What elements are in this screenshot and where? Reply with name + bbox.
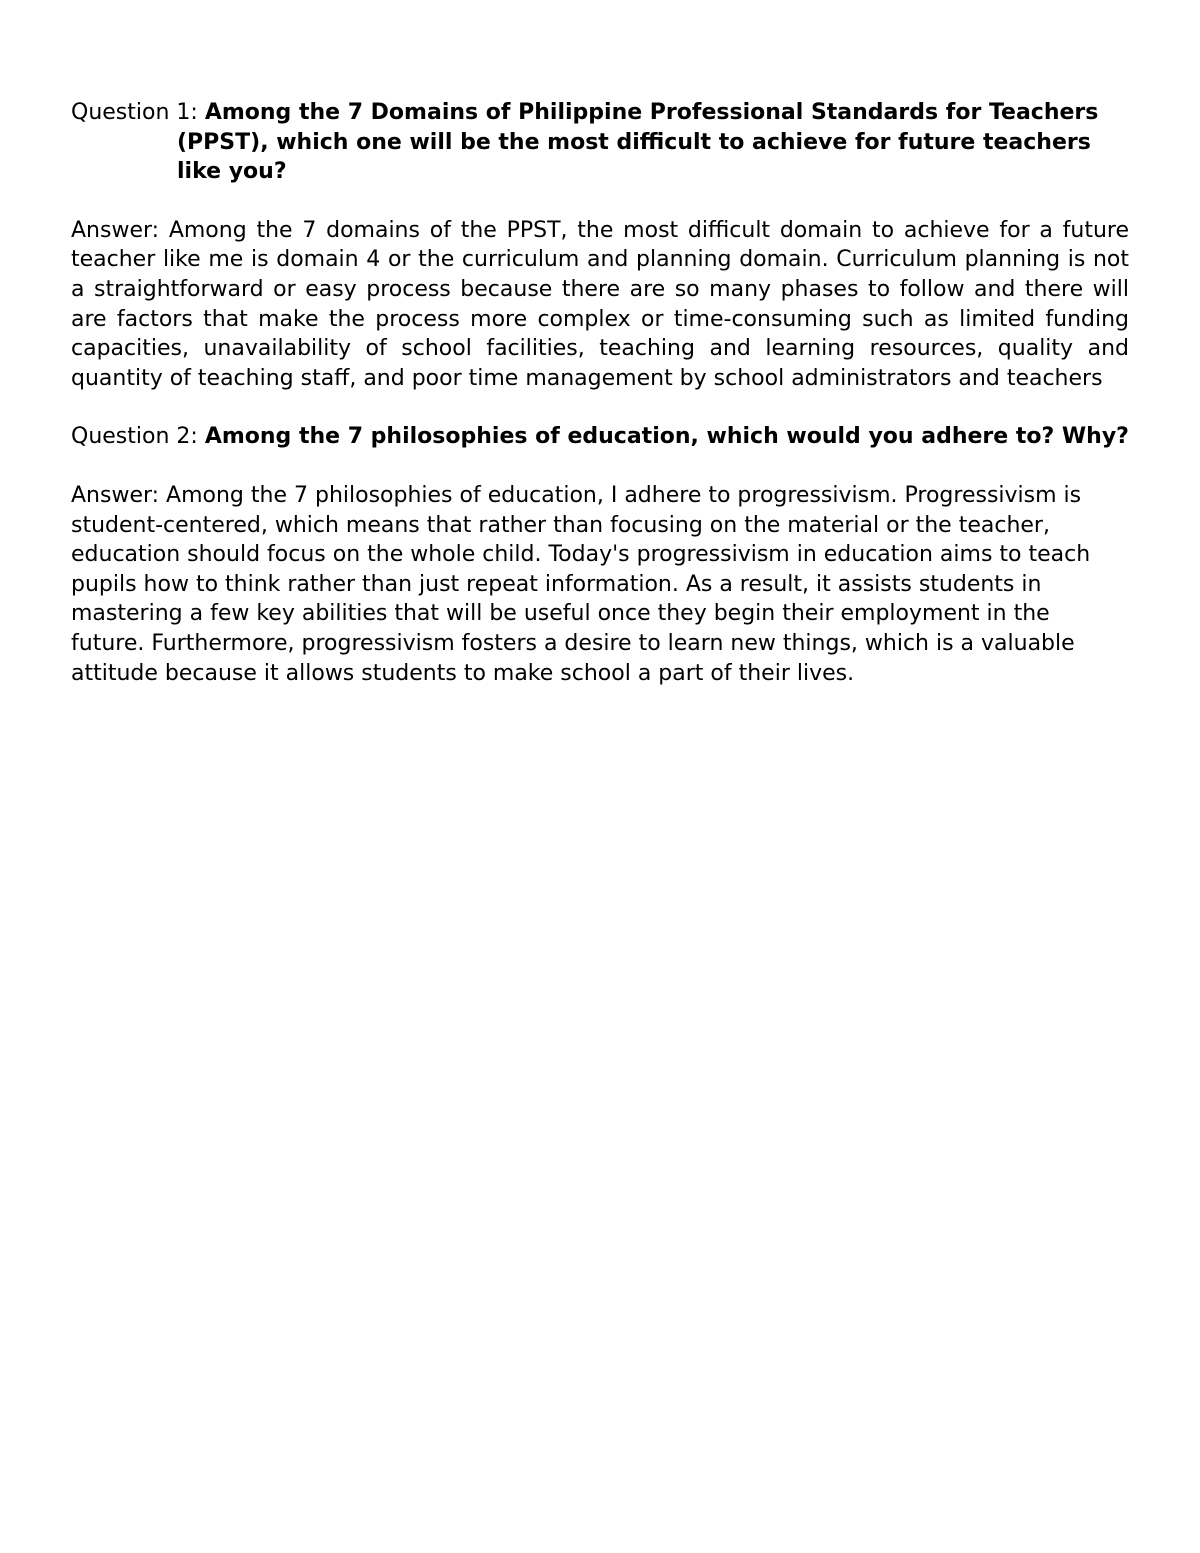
question-2-text: Among the 7 philosophies of education, which would you adhere to? Why? [204,424,1129,450]
question-1-text: Among the 7 Domains of Philippine Professional Standards for Teachers (PPST), which one will be the most difficult to achieve for future teachers like you? [177,100,1099,185]
question-2 [71,422,1129,452]
question-1 [71,98,1129,187]
question-1-label: Question 1: [71,100,198,125]
answer-1: Answer: Among the 7 domains of the PPST, the most difficult domain to achieve for a future teacher like me is domain 4 or the curriculum and planning domain. Curriculum planning is not a straightforward or easy process because there are so many phases to follow and there will are factors that make the process more complex or time-consuming such as limited funding capacities, unavailability of school facilities, teaching and learning resources, quality and quantity of teaching staff, and poor time management by school administrators and teachers [71,217,1129,391]
answer-2: Answer: Among the 7 philosophies of education, I adhere to progressivism. Progressivism is student-centered, which means that rather than focusing on the material or the teacher, education should focus on the whole child. Today's progressivism in education aims to teach pupils how to think rather than just repeat information. As a result, it assists students in mastering a few key abilities that will be useful once they begin their employment in the future. Furthermore, progressivism fosters a desire to learn new things, which is a valuable attitude because it allows students to make school a part of their lives. [71,482,1091,686]
document-body [71,98,1129,688]
question-2-label: Question 2: [71,424,198,450]
